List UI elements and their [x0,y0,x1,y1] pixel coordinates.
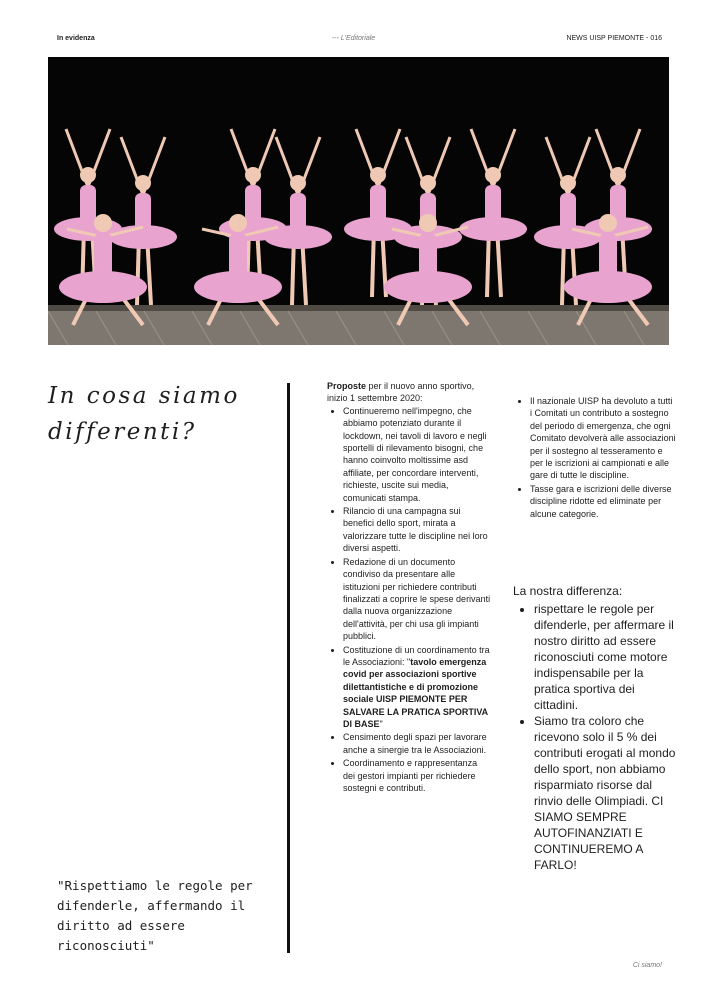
list-item: • Censimento degli spazi per lavorare anche a sinergie tra le Associazioni. [343,731,491,756]
column-divider [287,383,290,953]
dancer-head [419,214,437,232]
ballet-dancers-photo [48,57,669,345]
dancer-bodice [419,233,437,283]
dancer-head [135,175,151,191]
difference-list [513,601,679,873]
list-item [343,644,491,731]
dancer-bodice [80,185,96,227]
difference-heading: La nostra differenza: [513,584,623,598]
list-item: • rispettare le regole per difenderle, per affermare il nostro diritto ad essere riconosciuti come motore indispensabile per la pratica sportiva dei cittadini. [534,601,679,713]
list-item: • Il nazionale UISP ha devoluto a tutti i Comitati un contributo a sostegno del periodo di emergenza, che ogni Comitato devolverà alle associazioni per il sostegno al tesseramento e per le iscrizioni ai campionati e alle gare di tutte le discipline. [530,395,676,482]
list-item: • Tasse gara e iscrizioni delle diverse discipline ridotte ed eliminate per alcune categorie. [530,483,676,520]
dancer-head [420,175,436,191]
dancer-bodice [599,233,617,283]
stage-edge [48,305,669,311]
list-item: • Coordinamento e rappresentanza dei gestori impianti per richiedere sostegni e contributi. [343,757,491,794]
dancer-bodice [370,185,386,227]
dancer-head [80,167,96,183]
proposals-lead-text: per il nuovo anno sportivo, inizio 1 settembre 2020: [327,381,475,404]
dancer-head [560,175,576,191]
list-item: • Redazione di un documento condiviso da presentare alle istituzioni per richiedere contributi finalizzati a coprire le spese derivanti dalla nuova organizzazione dell'attività, per chi usa gli impianti pubblici. [343,556,491,643]
national-column [514,395,676,521]
difference-column [513,583,679,873]
dancer-bodice [290,193,306,235]
dancer-head [610,167,626,183]
dancer-bodice [229,233,247,283]
section-label: In evidenza [57,35,95,42]
dancer-bodice [94,233,112,283]
dancer-head [370,167,386,183]
list-item: • Siamo tra coloro che ricevono solo il 5 % dei contributi erogati al mondo dello sport, non abbiamo risparmiato risorse dal rinvio delle Olimpiadi. CI SIAMO SEMPRE AUTOFINANZIATI E CONTINUEREMO A FARLO! [534,713,679,873]
item4-post: " [379,718,383,729]
dancer-head [245,167,261,183]
ballet-illustration [48,57,669,345]
proposals-list [327,405,491,795]
page-title: In cosa siamo differenti? [48,383,240,445]
proposals-column [327,380,491,795]
dancer-bodice [485,185,501,227]
editorial-label: --- L'Editoriale [331,35,376,42]
item4-bold: tavolo emergenza covid per associazioni sportive dilettantistiche e di promozione sociale UISP PIEMONTE PER SALVARE LA PRATICA SPORTIVA DI BASE [343,656,488,729]
dancer-head [485,167,501,183]
list-item: • Continueremo nell'impegno, che abbiamo potenziato durante il lockdown, nei tavoli di lavoro e negli sportelli di rilevamento bisogni, che hanno coinvolto moltissime asd affiliate, per concordare interventi, richieste, uscite sui media, comunicati stampa. [343,405,491,504]
national-list [514,395,676,520]
list-item: • Rilancio di una campagna sui benefici dello sport, mirata a valorizzare tutte le discipline nei loro diversi aspetti. [343,505,491,555]
dancer-head [94,214,112,232]
pull-quote: "Rispettiamo le regole per difenderle, affermando il diritto ad essere riconosciuti" [57,878,253,953]
dancer-head [599,214,617,232]
item4-pre: Costituzione di un coordinamento tra le Associazioni: " [343,644,490,667]
proposals-lead-bold: Proposte [327,381,367,391]
dancer-bodice [245,185,261,227]
issue-label: NEWS UISP PIEMONTE - 016 [566,35,662,42]
proposals-lead [327,380,491,405]
footer-tagline: Ci siamo! [632,962,662,969]
dancer-head [290,175,306,191]
dancer-head [229,214,247,232]
